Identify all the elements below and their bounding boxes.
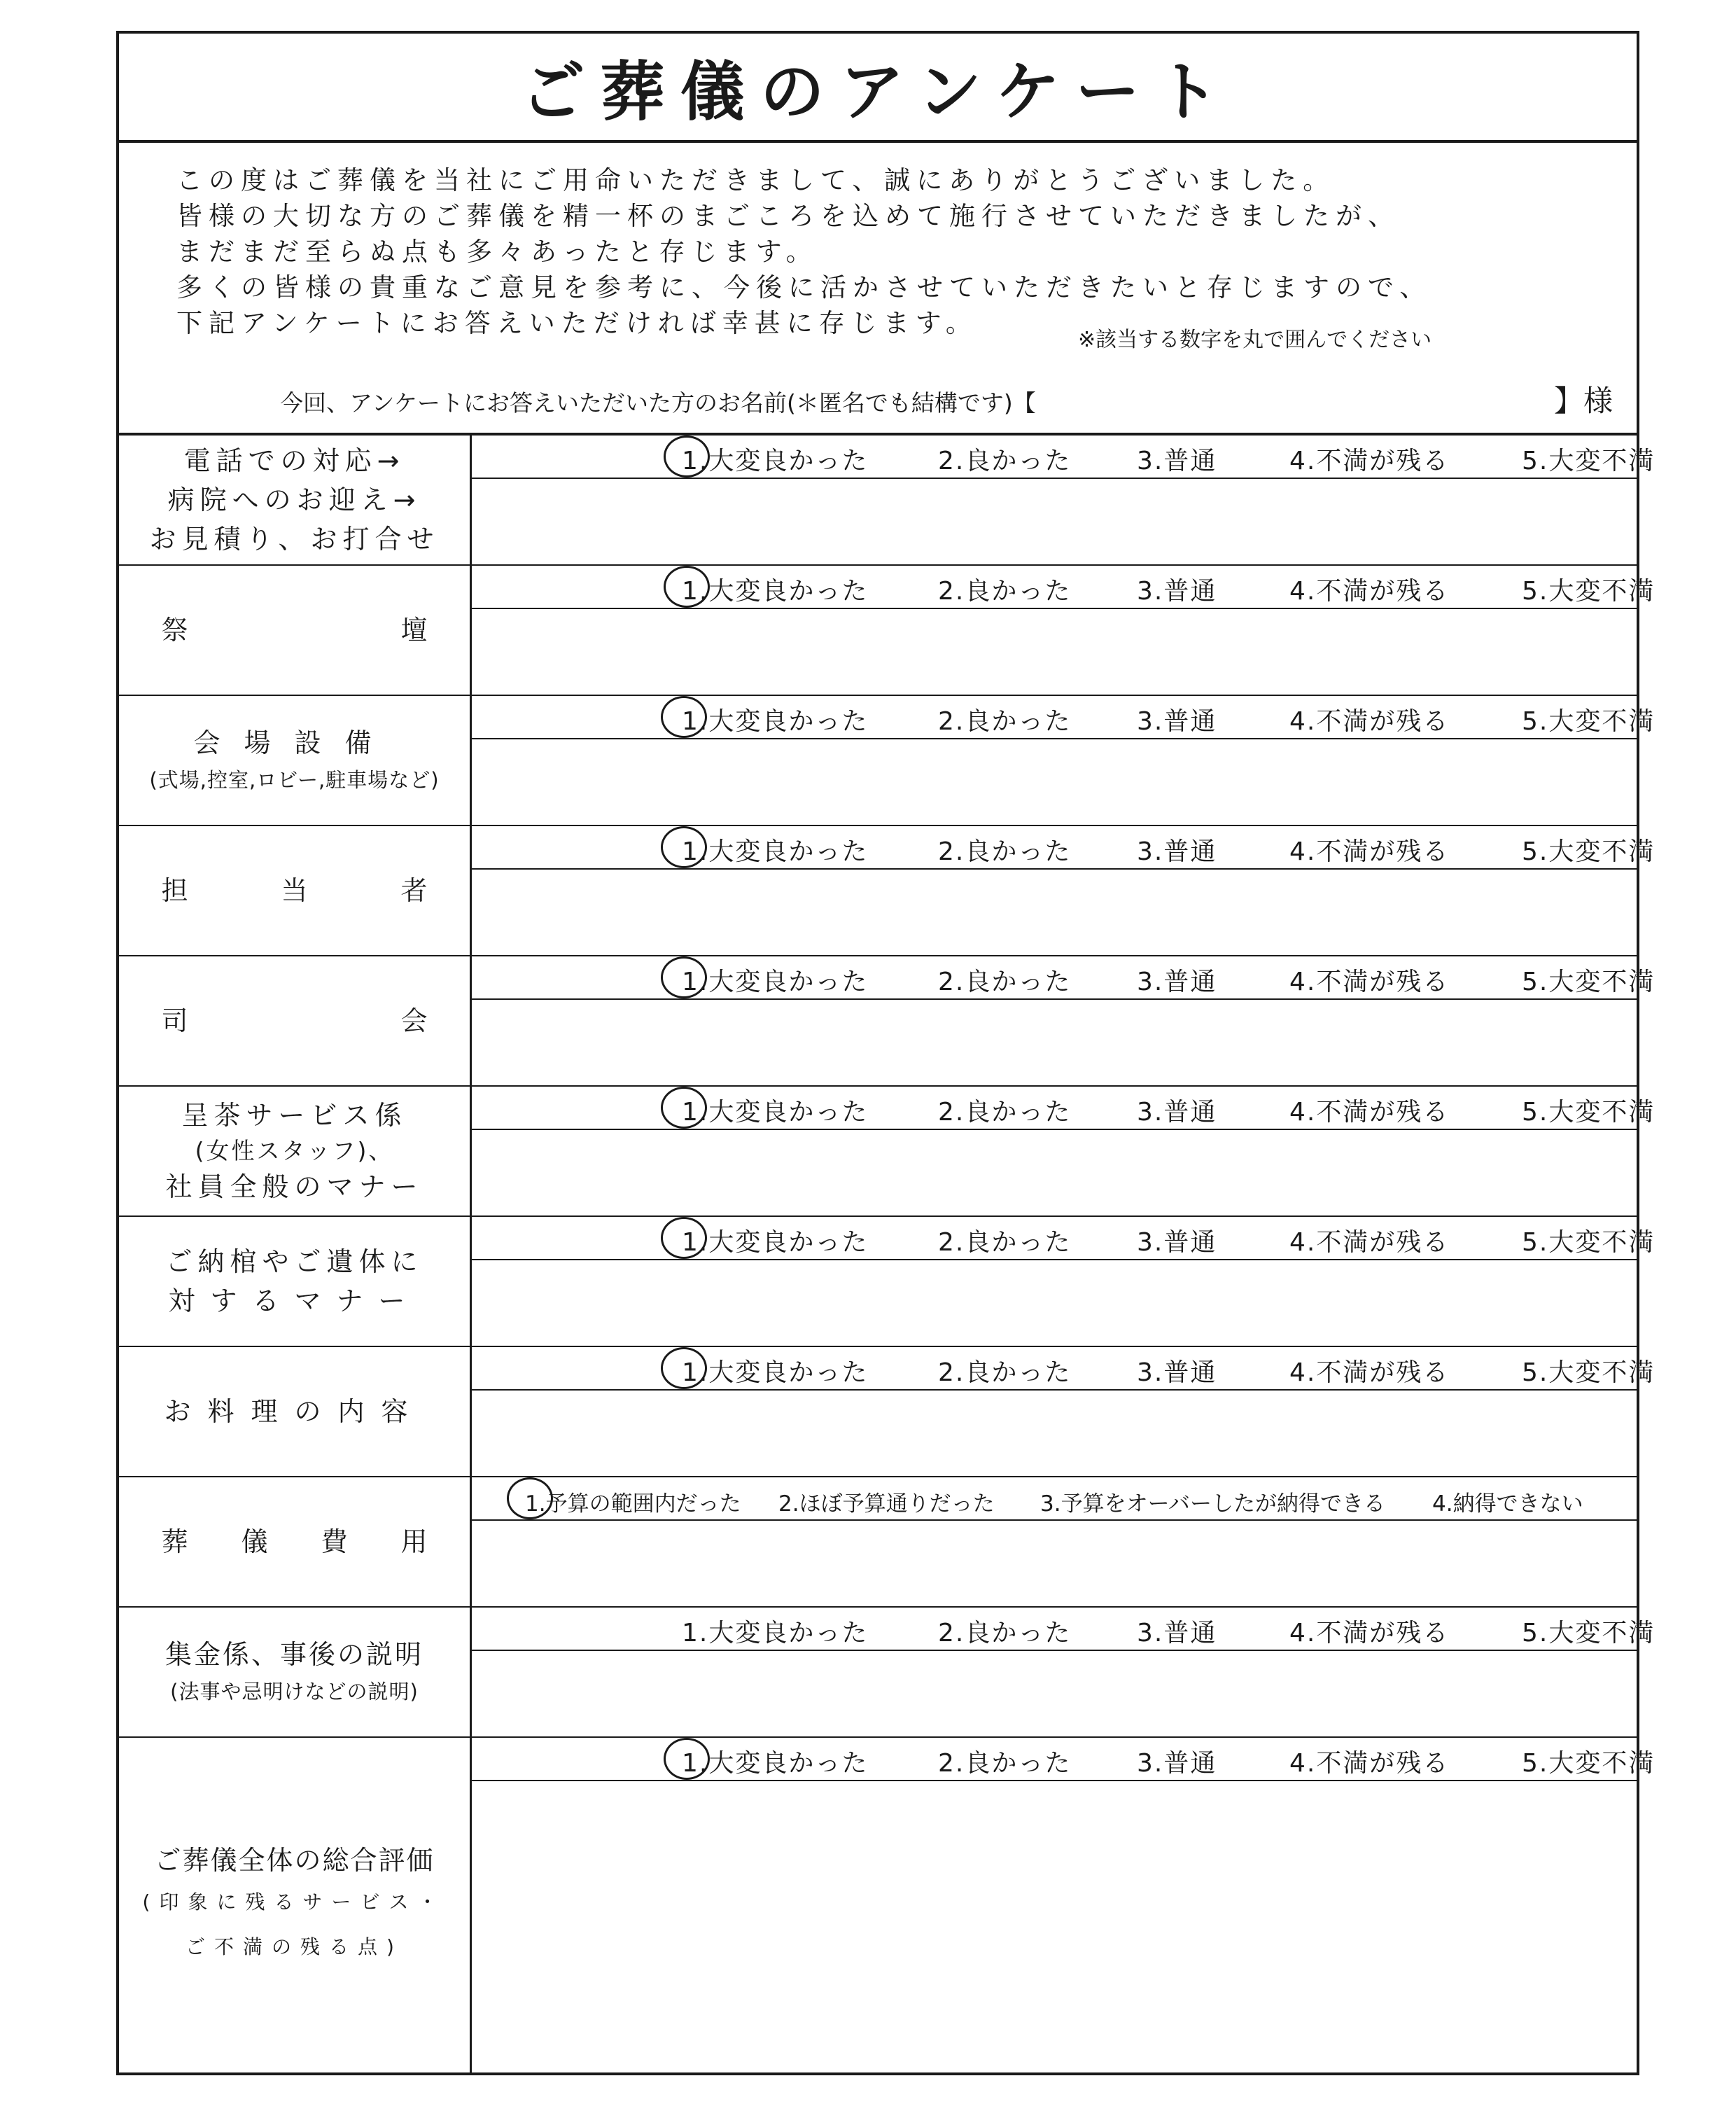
row-label-line: 会場設備 [193, 727, 396, 758]
option-1[interactable]: 1.大変良かった [682, 968, 869, 996]
option-3[interactable]: 3.普通 [1137, 447, 1217, 475]
option-3[interactable]: 3.普通 [1137, 1098, 1217, 1127]
option-1[interactable]: 1.大変良かった [682, 577, 869, 606]
name-field-row [280, 385, 1610, 418]
row-label-char: 司 [161, 1005, 188, 1036]
option-1[interactable]: 1.大変良かった [682, 837, 869, 866]
answer-area [472, 1217, 1656, 1346]
option-4[interactable]: 4.不満が残る [1289, 1619, 1450, 1647]
question-row-tea-service [119, 1087, 1656, 1217]
rating-options [472, 1217, 1656, 1260]
option-2[interactable]: 2.良かった [938, 1098, 1072, 1127]
intro-line: まだまだ至らぬ点も多々あったと存じます。 [176, 237, 818, 267]
cost-option-3[interactable]: 3.予算をオーバーしたが納得できる [1040, 1491, 1386, 1517]
intro-line: この度はご葬儀を当社にご用命いただきまして、誠にありがとうございました。 [176, 165, 1336, 195]
option-1[interactable]: 1.大変良かった [682, 1619, 869, 1647]
option-4[interactable]: 4.不満が残る [1289, 707, 1450, 736]
row-label [119, 436, 472, 564]
row-label [119, 1608, 472, 1736]
row-label [119, 696, 472, 825]
option-1[interactable]: 1.大変良かった [682, 707, 869, 736]
row-label-line [162, 1522, 428, 1561]
intro-section [119, 143, 1637, 436]
cost-option-2[interactable]: 2.ほぼ予算通りだった [778, 1491, 995, 1517]
option-3[interactable]: 3.普通 [1137, 707, 1217, 736]
answer-area [472, 1738, 1656, 2072]
option-4[interactable]: 4.不満が残る [1289, 968, 1450, 996]
answer-area [472, 826, 1656, 955]
rating-options [472, 1738, 1656, 1781]
survey-form [116, 31, 1656, 2075]
row-label-line: 社員全般のマナー [165, 1171, 424, 1202]
row-label [119, 826, 472, 955]
option-4[interactable]: 4.不満が残る [1289, 837, 1450, 866]
row-label-char: 用 [400, 1526, 428, 1557]
option-5[interactable]: 5.大変不満 [1522, 447, 1656, 475]
rating-options [472, 436, 1656, 479]
row-label [119, 1347, 472, 1476]
question-row-venue [119, 696, 1656, 826]
row-label-char: 費 [321, 1526, 348, 1557]
answer-area [472, 1087, 1656, 1215]
row-label [119, 1477, 472, 1606]
rating-options [472, 956, 1656, 1000]
answer-area [472, 1608, 1656, 1736]
page-title: ご葬儀のアンケート [520, 55, 1236, 130]
rating-options [472, 826, 1656, 870]
option-5[interactable]: 5.大変不満 [1522, 1358, 1656, 1387]
option-2[interactable]: 2.良かった [938, 577, 1072, 606]
question-row-altar [119, 566, 1656, 696]
row-label-line: (女性スタッフ)、 [195, 1137, 394, 1164]
answer-area [472, 566, 1656, 695]
intro-line: 多くの皆様の貴重なご意見を参考に、今後に活かさせていただきたいと存じますので、 [176, 272, 1432, 302]
intro-text [176, 162, 1432, 341]
title-box [119, 34, 1637, 143]
rating-options [472, 1608, 1656, 1651]
name-prompt: 今回、アンケートにお答えいただいた方のお名前(＊匿名でも結構です)【 [280, 389, 1036, 417]
row-label-line: ご不満の残る点) [186, 1935, 403, 1958]
intro-line: 皆様の大切な方のご葬儀を精一杯のまごころを込めて施行させていただきましたが、 [176, 201, 1400, 231]
option-2[interactable]: 2.良かった [938, 447, 1072, 475]
option-3[interactable]: 3.普通 [1137, 1228, 1217, 1257]
answer-area [472, 956, 1656, 1085]
instruction-note: ※該当する数字を丸で囲んでください [1078, 328, 1432, 352]
option-2[interactable]: 2.良かった [938, 837, 1072, 866]
option-5[interactable]: 5.大変不満 [1522, 1098, 1656, 1127]
answer-area [472, 1477, 1637, 1606]
question-row-mc [119, 956, 1656, 1087]
row-label [119, 956, 472, 1085]
option-2[interactable]: 2.良かった [938, 1228, 1072, 1257]
option-5[interactable]: 5.大変不満 [1522, 1228, 1656, 1257]
option-1[interactable]: 1.大変良かった [682, 1358, 869, 1387]
rating-options [472, 566, 1656, 609]
option-4[interactable]: 4.不満が残る [1289, 1228, 1450, 1257]
option-5[interactable]: 5.大変不満 [1522, 1749, 1656, 1778]
question-row-cost [119, 1477, 1637, 1608]
answer-area [472, 436, 1656, 564]
cost-option-4[interactable]: 4.納得できない [1432, 1491, 1583, 1517]
row-label-char: 会 [400, 1005, 428, 1036]
row-label-line: 呈茶サービス係 [181, 1100, 407, 1131]
row-label-line: 電話での対応→ [183, 445, 405, 476]
question-row-food [119, 1347, 1656, 1477]
answer-area [472, 696, 1656, 825]
option-5[interactable]: 5.大変不満 [1522, 968, 1656, 996]
option-4[interactable]: 4.不満が残る [1289, 1749, 1450, 1778]
row-label-line: ご納棺やご遺体に [165, 1246, 424, 1277]
option-5[interactable]: 5.大変不満 [1522, 707, 1656, 736]
name-suffix: 】様 [1553, 384, 1613, 418]
option-2[interactable]: 2.良かった [938, 1749, 1072, 1778]
row-label-line: 集金係、事後の説明 [164, 1639, 424, 1670]
option-4[interactable]: 4.不満が残る [1289, 577, 1450, 606]
option-3[interactable]: 3.普通 [1137, 968, 1217, 996]
option-4[interactable]: 4.不満が残る [1289, 1358, 1450, 1387]
option-2[interactable]: 2.良かった [938, 1619, 1072, 1647]
row-label-line: お見積り、お打合せ [149, 524, 440, 555]
row-label-char: 壇 [400, 615, 428, 646]
option-5[interactable]: 5.大変不満 [1522, 837, 1656, 866]
option-3[interactable]: 3.普通 [1137, 1749, 1217, 1778]
option-4[interactable]: 4.不満が残る [1289, 1098, 1450, 1127]
question-row-collection [119, 1608, 1656, 1738]
option-4[interactable]: 4.不満が残る [1289, 447, 1450, 475]
option-2[interactable]: 2.良かった [938, 1358, 1072, 1387]
rating-options [472, 696, 1656, 739]
option-1[interactable]: 1.大変良かった [682, 1098, 869, 1127]
row-label-line [162, 1001, 428, 1040]
row-label [119, 1087, 472, 1215]
option-1[interactable]: 1.大変良かった [682, 1749, 869, 1778]
row-label-char: 祭 [161, 615, 188, 646]
option-3[interactable]: 3.普通 [1137, 1619, 1217, 1647]
intro-line: 下記アンケートにお答えいただければ幸甚に存じます。 [176, 308, 978, 338]
row-label-char: 葬 [161, 1526, 188, 1557]
row-label-line: お料理の内容 [164, 1396, 425, 1427]
row-label-line: 病院へのお迎え→ [167, 485, 421, 515]
answer-area [472, 1347, 1656, 1476]
rating-options [472, 1347, 1656, 1391]
question-row-phone [119, 436, 1656, 566]
question-row-encoffinment [119, 1217, 1656, 1347]
row-label-line: ご葬儀全体の総合評価 [154, 1845, 435, 1876]
row-label-line: (法事や忌明けなどの説明) [170, 1680, 419, 1704]
row-label-line [162, 611, 428, 650]
option-1[interactable]: 1.大変良かった [682, 447, 869, 475]
option-5[interactable]: 5.大変不満 [1522, 577, 1656, 606]
row-label-line: (印象に残るサービス・ [142, 1890, 447, 1914]
question-row-staff [119, 826, 1656, 956]
cost-options [472, 1477, 1637, 1521]
option-1[interactable]: 1.大変良かった [682, 1228, 869, 1257]
row-label-char: 当 [281, 875, 308, 906]
option-5[interactable]: 5.大変不満 [1522, 1619, 1656, 1647]
option-2[interactable]: 2.良かった [938, 707, 1072, 736]
option-2[interactable]: 2.良かった [938, 968, 1072, 996]
option-3[interactable]: 3.普通 [1137, 1358, 1217, 1387]
row-label-char: 担 [161, 875, 188, 906]
row-label-char: 儀 [241, 1526, 268, 1557]
row-label [119, 1738, 472, 2072]
row-label-line: 対するマナー [168, 1286, 421, 1316]
row-label-line: (式場,控室,ロビー,駐車場など) [149, 768, 440, 792]
row-label [119, 566, 472, 695]
cost-option-1[interactable]: 1.予算の範囲内だった [525, 1491, 741, 1517]
rating-options [472, 1087, 1656, 1130]
survey-table [119, 436, 1656, 2072]
question-row-overall [119, 1738, 1656, 2072]
row-label-line [162, 871, 428, 910]
row-label-char: 者 [400, 875, 428, 906]
option-3[interactable]: 3.普通 [1137, 837, 1217, 866]
option-3[interactable]: 3.普通 [1137, 577, 1217, 606]
row-label [119, 1217, 472, 1346]
